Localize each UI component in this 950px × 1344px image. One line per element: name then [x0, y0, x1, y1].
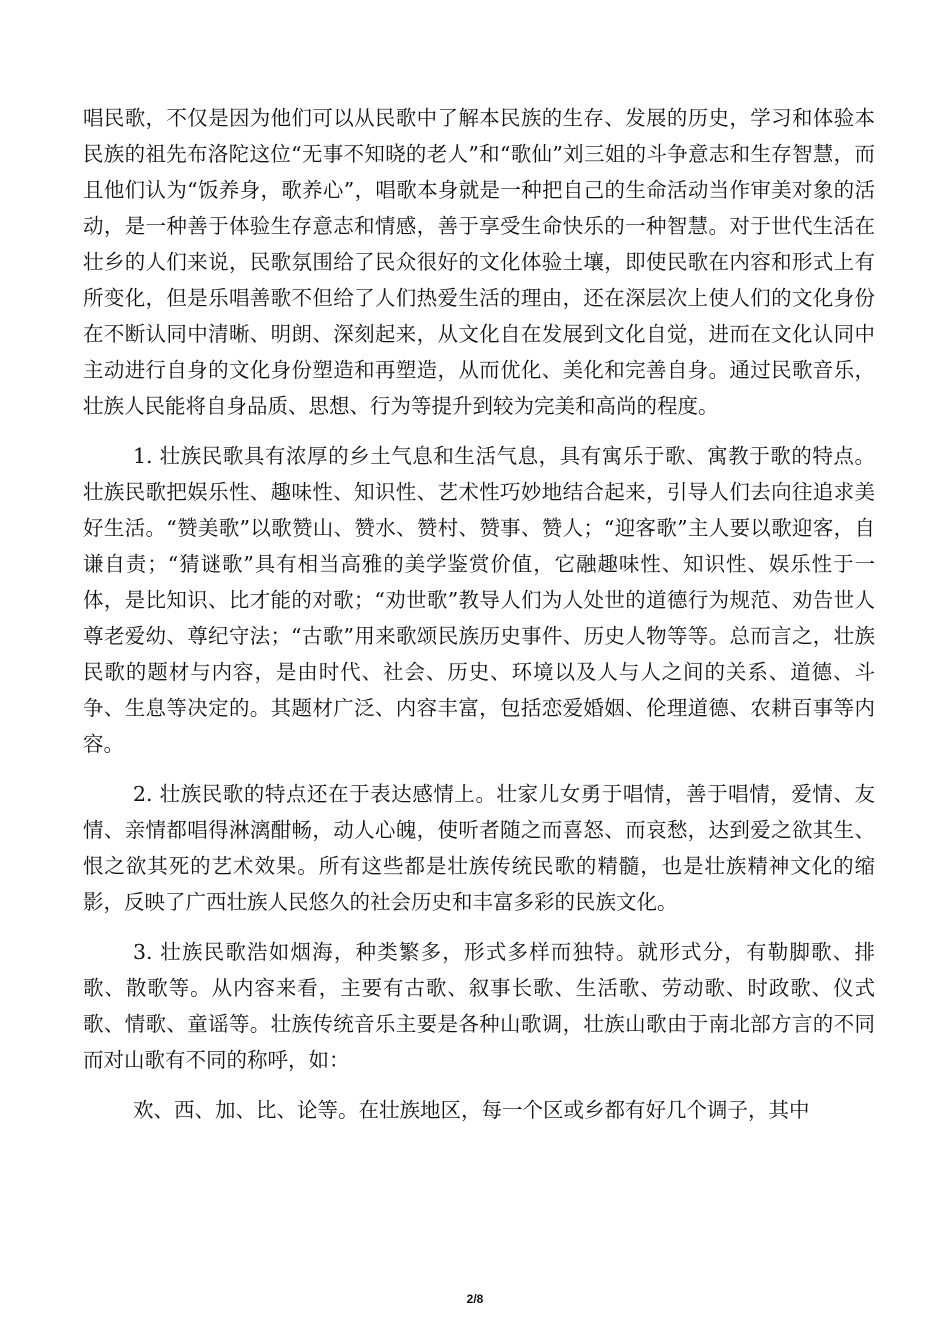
paragraph-point-2: 2. 壮族民歌的特点还在于表达感情上。壮家儿女勇于唱情，善于唱情，爱情、友情、亲情都唱得淋漓酣畅，动人心魄，使听者随之而喜怒、而哀愁，达到爱之欲其生、恨之欲其死的艺术效果。所有这些都是壮族传统民歌的精髓，也是壮族精神文化的缩影，反映了广西壮族人民悠久的社会历史和丰富多彩的民族文化。: [83, 782, 875, 914]
paragraph-intro: 唱民歌，不仅是因为他们可以从民歌中了解本民族的生存、发展的历史，学习和体验本民族的祖先布洛陀这位“无事不知晓的老人”和“歌仙”刘三姐的斗争意志和生存智慧，而且他们认为“饭养身，歌养心”，唱歌本身就是一种把自己的生命活动当作审美对象的活动，是一种善于体验生存意志和情感，善于享受生命快乐的一种智慧。对于世代生活在壮乡的人们来说，民歌氛围给了民众很好的文化体验土壤，即使民歌在内容和形式上有所变化，但是乐唱善歌不但给了人们热爱生活的理由，还在深层次上使人们的文化身份在不断认同中清晰、明朗、深刻起来，从文化自在发展到文化自觉，进而在文化认同中主动进行自身的文化身份塑造和再塑造，从而优化、美化和完善自身。通过民歌音乐，壮族人民能将自身品质、思想、行为等提升到较为完美和高尚的程度。: [83, 106, 875, 418]
paragraph-point-1: 1. 壮族民歌具有浓厚的乡土气息和生活气息，具有寓乐于歌、寓教于歌的特点。壮族民歌把娱乐性、趣味性、知识性、艺术性巧妙地结合起来，引导人们去向往追求美好生活。“赞美歌”以歌赞山、赞水、赞村、赞事、赞人；“迎客歌”主人要以歌迎客，自谦自责；“猜谜歌”具有相当高雅的美学鉴赏价值，它融趣味性、知识性、娱乐性于一体，是比知识、比才能的对歌；“劝世歌”教导人们为人处世的道德行为规范、劝告世人尊老爱幼、尊纪守法；“古歌”用来歌颂民族历史事件、历史人物等等。总而言之，壮族民歌的题材与内容，是由时代、社会、历史、环境以及人与人之间的关系、道德、斗争、生息等决定的。其题材广泛、内容丰富，包括恋爱婚姻、伦理道德、农耕百事等内容。: [83, 444, 875, 756]
paragraph-point-3: 3. 壮族民歌浩如烟海，种类繁多，形式多样而独特。就形式分，有勒脚歌、排歌、散歌等。从内容来看，主要有古歌、叙事长歌、生活歌、劳动歌、时政歌、仪式歌、情歌、童谣等。壮族传统音乐主要是各种山歌调，壮族山歌由于南北部方言的不同而对山歌有不同的称呼，如：: [83, 940, 875, 1072]
document-body: [83, 100, 875, 1128]
paragraph-continuation: 欢、西、加、比、论等。在壮族地区，每一个区或乡都有好几个调子，其中: [133, 1098, 810, 1122]
page-number: 2/8: [466, 1292, 484, 1306]
